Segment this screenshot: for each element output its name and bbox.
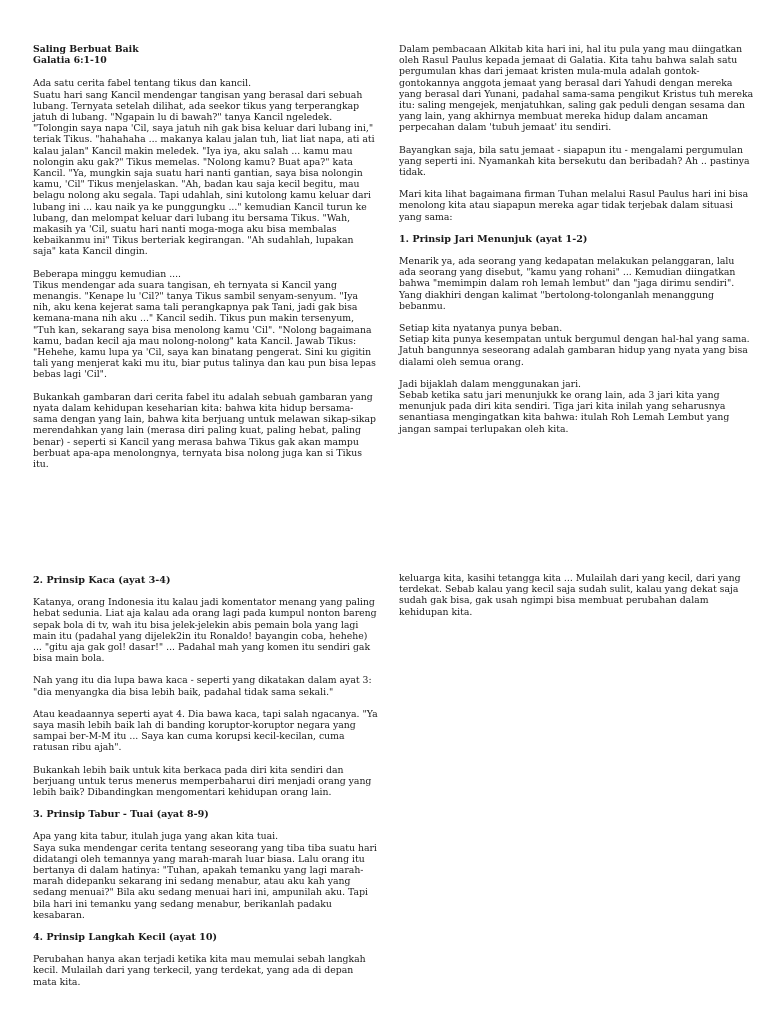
paragraph-kaca-3: Atau keadaannya seperti ayat 4. Dia bawa kaca, tapi salah ngacanya. "Ya saya masih lebih baik lah di banding koruptor-koruptor negara yang sampai ber-M-M itu ... Saya kan cuma korupsi kecil-kecilan, cuma ratusan ribu ajah". — [33, 708, 378, 754]
heading-prinsip-jari-menunjuk: 1. Prinsip Jari Menunjuk (ayat 1-2) — [399, 233, 588, 245]
paragraph-fable-reflection: Bukankah gambaran dari cerita fabel itu adalah sebuah gambaran yang nyata dalam kehidupan keseharian kita: bahwa kita hidup bersama-sama dengan yang lain, bahwa kita berjuang untuk melawan sikap-sikap merendahkan yang lain (merasa diri paling kuat, paling hebat, paling benar) - seperti si Kancil yang merasa bahwa Tikus gak akan mampu berbuat apa-apa menolongnya, ternyata bisa nolong juga kan si Tikus itu. — [33, 391, 377, 470]
sermon-scripture-reference: Galatia 6:1-10 — [33, 55, 107, 67]
heading-prinsip-tabur-tuai: 3. Prinsip Tabur - Tuai (ayat 8-9) — [33, 809, 209, 821]
page-2-right-column — [399, 573, 754, 629]
paragraph-jari-2: Setiap kita nyatanya punya beban. Setiap kita punya kesempatan untuk bergumul dengan hal-hal yang sama. Jatuh bangunnya seseorang adalah gambaran hidup yang nyata yang bisa dialami oleh semua orang. — [399, 323, 750, 368]
paragraph-jari-3: Jadi bijaklah dalam menggunakan jari. Sebab ketika satu jari menunjukk ke orang lain, ada 3 jari kita yang menunjuk pada diri kita sendiri. Tiga jari kita inilah yang seharusnya senantiasa mengingatkan kita bahwa: itulah Roh Lemah Lembut yang jangan sampai terlupakan oleh kita. — [399, 378, 730, 435]
heading-prinsip-langkah-kecil: 4. Prinsip Langkah Kecil (ayat 10) — [33, 932, 218, 944]
paragraph-fable-weeks-later: Beberapa minggu kemudian .... Tikus mendengar ada suara tangisan, eh ternyata si Kancil yang menangis. "Kenape lu 'Cil?" tanya Tikus sambil senyam-senyum. "Iya nih, aku kena kejerat sama tali perangkapnya pak Tani, jadi gak bisa kemana-mana nih aku ..." Kancil sedih. Tikus pun makin tersenyum, "Tuh kan, sekarang saya bisa menolong kamu 'Cil". "Nolong bagaimana kamu, badan kecil aja mau nolong-nolong" kata Kancil. Jawab Tikus: "Hehehe, kamu lupa ya 'Cil, saya kan binatang pengerat. Sini ku gigitin tali yang menjerat kaki mu itu, biar putus talinya dan kau pun bisa lepas bebas lagi 'Cil". — [33, 268, 376, 381]
heading-prinsip-kaca: 2. Prinsip Kaca (ayat 3-4) — [33, 575, 171, 586]
paragraph-langkah-kecil: Perubahan hanya akan terjadi ketika kita mau memulai sebah langkah kecil. Mulailah dari yang terkecil, yang terdekat, yang ada di depan mata kita. — [33, 954, 366, 988]
document-page-2 — [0, 558, 768, 1024]
paragraph-kaca-1: Katanya, orang Indonesia itu kalau jadi komentator menang yang paling hebat sedunia. Liat aja kalau ada orang lagi pada kumpul nonton bareng sepak bola di tv, wah itu bisa jelek-jelekin abis pemain bola yang lagi main itu (padahal yang dijelek2in itu Ronaldo! bayangin coba, hehehe) ... "gitu aja gak gol! dasar!" ... Padahal mah yang komen itu sendiri gak bisa main bola. — [33, 597, 377, 665]
paragraph-galatia-context: Dalam pembacaan Alkitab kita hari ini, hal itu pula yang mau diingatkan oleh Rasul Paulus kepada jemaat di Galatia. Kita tahu bahwa salah satu pergumulan khas dari jemaat kristen mula-mula adalah gontok-gontokannya anggota jemaat yang berasal dari Yahudi dengan mereka yang berasal dari Yunani, padahal sama-sama pengikut Kristus tuh mereka itu: saling mengejek, menjatuhkan, saling gak peduli dengan sesama dan yang lain, yang akhirnya membuat mereka hidup dalam ancaman perpecahan dalam 'tubuh jemaat' itu sendiri. — [399, 44, 754, 134]
paragraph-lets-see: Mari kita lihat bagaimana firman Tuhan melalui Rasul Paulus hari ini bisa menolong kita atau siapapun mereka agar tidak terjebak dalam situasi yang sama: — [399, 189, 749, 223]
page-1-right-column — [399, 44, 754, 446]
page-1-left-column — [33, 44, 378, 481]
paragraph-fable-intro: Ada satu cerita fabel tentang tikus dan kancil. Suatu hari sang Kancil mendengar tangisan yang berasal dari sebuah lubang. Ternyata setelah dilihat, ada seekor tikus yang terperangkap jatuh di lubang. "Ngapain lu di bawah?" tanya Kancil ngeledek. "Tolongin saya napa 'Cil, saya jatuh nih gak bisa keluar dari lubang ini," teriak Tikus. "hahahaha ... makanya kalau jalan tuh, liat liat napa, ati ati kalau jalan" Kancil makin meledek. "Iya iya, aku salah ... kamu mau nolongin aku gak?" Tikus memelas. "Nolong kamu? Buat apa?" kata Kancil. "Ya, mungkin saja suatu hari nanti gantian, saya bisa nolongin kamu, 'Cil" Tikus menjelaskan. "Ah, badan kau saja kecil begitu, mau belagu nolong aku segala. Tapi udahlah, sini kutolong kamu keluar dari lubang ini ... kau naik ya ke punggungku ..." kemudian Kancil turun ke lubang, dan melompat keluar dari lubang itu bersama Tikus. "Wah, makasih ya 'Cil, suatu hari nanti moga-moga aku bisa membalas kebaikanmu ini" Tikus berteriak kegirangan. "Ah sudahlah, lupakan saja" kata Kancil dingin. — [33, 78, 375, 258]
page-2-left-column — [33, 573, 378, 999]
paragraph-tabur-tuai: Apa yang kita tabur, itulah juga yang akan kita tuai. Saya suka mendengar cerita tentang seseorang yang tiba tiba suatu hari didatangi oleh temannya yang marah-marah luar biasa. Lalu orang itu bertanya di dalam hatinya: "Tuhan, apakah temanku yang lagi marah-marah didepanku sekarang ini sedang menabur, atau aku kah yang sedang menuai?" Bila aku sedang menuai hari ini, ampunilah aku. Tapi bila hari ini temanku yang sedang menabur, berikanlah padaku kesabaran. — [33, 831, 377, 921]
sermon-title: Saling Berbuat Baik — [33, 44, 139, 55]
paragraph-keluarga: keluarga kita, kasihi tetangga kita ... Mulailah dari yang kecil, dari yang terdekat. Sebab kalau yang kecil saja sudah sulit, kalau yang dekat saja sudah gak bisa, gak usah ngimpi bisa membuat perubahan dalam kehidupan kita. — [399, 573, 741, 618]
paragraph-imagine: Bayangkan saja, bila satu jemaat - siapapun itu - mengalami pergumulan yang seperti ini. Nyamankah kita bersekutu dan beribadah? Ah .. pastinya tidak. — [399, 144, 750, 179]
paragraph-kaca-4: Bukankah lebih baik untuk kita berkaca pada diri kita sendiri dan berjuang untuk terus menerus memperbaharui diri menjadi orang yang lebih baik? Dibandingkan mengomentari kehidupan orang lain. — [33, 764, 372, 799]
paragraph-kaca-2: Nah yang itu dia lupa bawa kaca - seperti yang dikatakan dalam ayat 3: "dia menyangka dia bisa lebih baik, padahal tidak sama sekali." — [33, 675, 372, 698]
paragraph-jari-1: Menarik ya, ada seorang yang kedapatan melakukan pelanggaran, lalu ada seorang yang disebut, "kamu yang rohani" ... Kemudian diingatkan bahwa "memimpin dalam roh lemah lembut" dan "jaga dirimu sendiri". Yang diakhiri dengan kalimat "bertolong-tolonganlah menanggung bebanmu. — [399, 256, 736, 312]
